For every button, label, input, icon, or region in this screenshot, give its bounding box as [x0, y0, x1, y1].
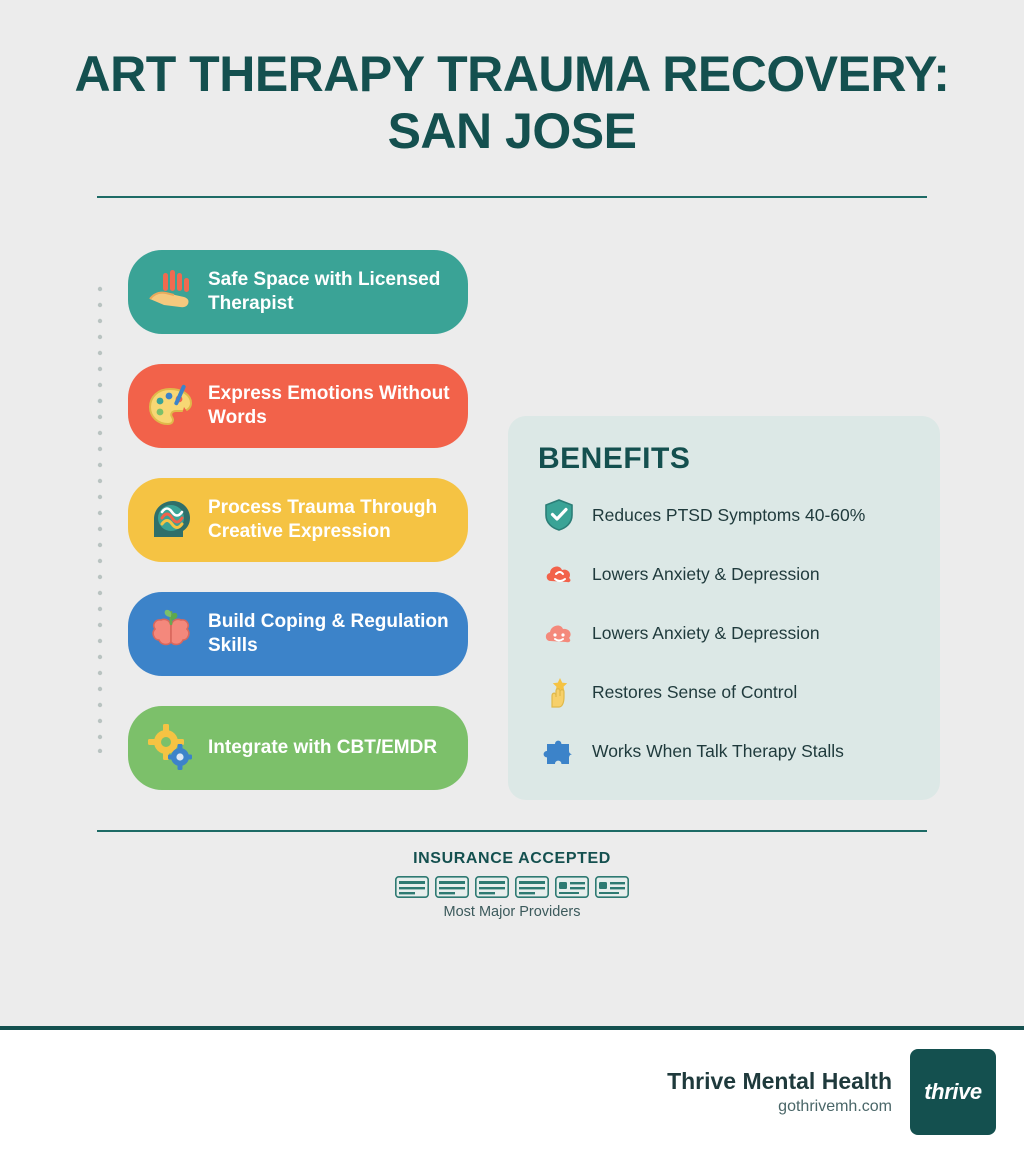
- feature-label: Process Trauma Through Creative Expression: [208, 497, 438, 542]
- feature-item-safe-space[interactable]: [128, 250, 468, 334]
- benefit-label: Lowers Anxiety & Depression: [592, 563, 820, 584]
- hand-star-icon: [538, 671, 580, 713]
- footer-bar: [0, 1026, 1024, 1154]
- benefit-item: [538, 671, 914, 713]
- credit-card-chip-icon: [595, 876, 629, 898]
- insurance-card-icons: [0, 876, 1024, 898]
- credit-card-icon: [435, 876, 469, 898]
- main-content: [0, 250, 1024, 830]
- feature-list: [128, 250, 468, 820]
- spine-dots-icon: [96, 285, 104, 753]
- calm-cloud-pink-icon: [538, 612, 580, 654]
- benefit-label: Restores Sense of Control: [592, 681, 798, 702]
- feature-item-build-coping[interactable]: [128, 592, 468, 676]
- credit-card-icon: [475, 876, 509, 898]
- feature-label: Build Coping & Regulation Skills: [208, 611, 449, 656]
- benefit-label: Lowers Anxiety & Depression: [592, 622, 820, 643]
- benefit-item: [538, 612, 914, 654]
- dotted-spine: [96, 285, 104, 753]
- benefits-heading: BENEFITS: [538, 442, 691, 475]
- benefit-item: [538, 494, 914, 536]
- benefit-label: Reduces PTSD Symptoms 40-60%: [592, 504, 866, 525]
- brand-name: Thrive Mental Health: [667, 1067, 892, 1094]
- benefit-item: [538, 553, 914, 595]
- benefit-label: Works When Talk Therapy Stalls: [592, 740, 844, 761]
- helping-hand-icon: [140, 261, 202, 323]
- brain-growth-icon: [140, 603, 202, 665]
- benefit-item: [538, 730, 914, 772]
- brand-logo: [910, 1049, 996, 1135]
- brand-url[interactable]: gothrivemh.com: [778, 1098, 892, 1116]
- insurance-subtitle: Most Major Providers: [443, 904, 581, 920]
- gears-icon: [140, 717, 202, 779]
- credit-card-icon: [395, 876, 429, 898]
- feature-item-integrate-cbt-emdr[interactable]: [128, 706, 468, 790]
- credit-card-chip-icon: [555, 876, 589, 898]
- page-title: ART THERAPY TRAUMA RECOVERY: SAN JOSE: [74, 46, 950, 159]
- head-mind-icon: [140, 489, 202, 551]
- insurance-section: [0, 850, 1024, 920]
- brand-logo-text: thrive: [924, 1079, 982, 1104]
- brand-text-block: [667, 1068, 892, 1117]
- puzzle-piece-icon: [538, 730, 580, 772]
- title-divider: [97, 196, 927, 198]
- credit-card-icon: [515, 876, 549, 898]
- insurance-divider: [97, 830, 927, 832]
- feature-label: Express Emotions Without Words: [208, 383, 450, 428]
- paint-palette-icon: [140, 375, 202, 437]
- feature-item-express-emotions[interactable]: [128, 364, 468, 448]
- benefits-card: [508, 416, 940, 800]
- feature-label: Integrate with CBT/EMDR: [208, 737, 438, 759]
- feature-label: Safe Space with Licensed Therapist: [208, 269, 441, 314]
- shield-check-icon: [538, 494, 580, 536]
- calm-cloud-red-icon: [538, 553, 580, 595]
- insurance-title: INSURANCE ACCEPTED: [413, 850, 611, 867]
- feature-item-process-trauma[interactable]: [128, 478, 468, 562]
